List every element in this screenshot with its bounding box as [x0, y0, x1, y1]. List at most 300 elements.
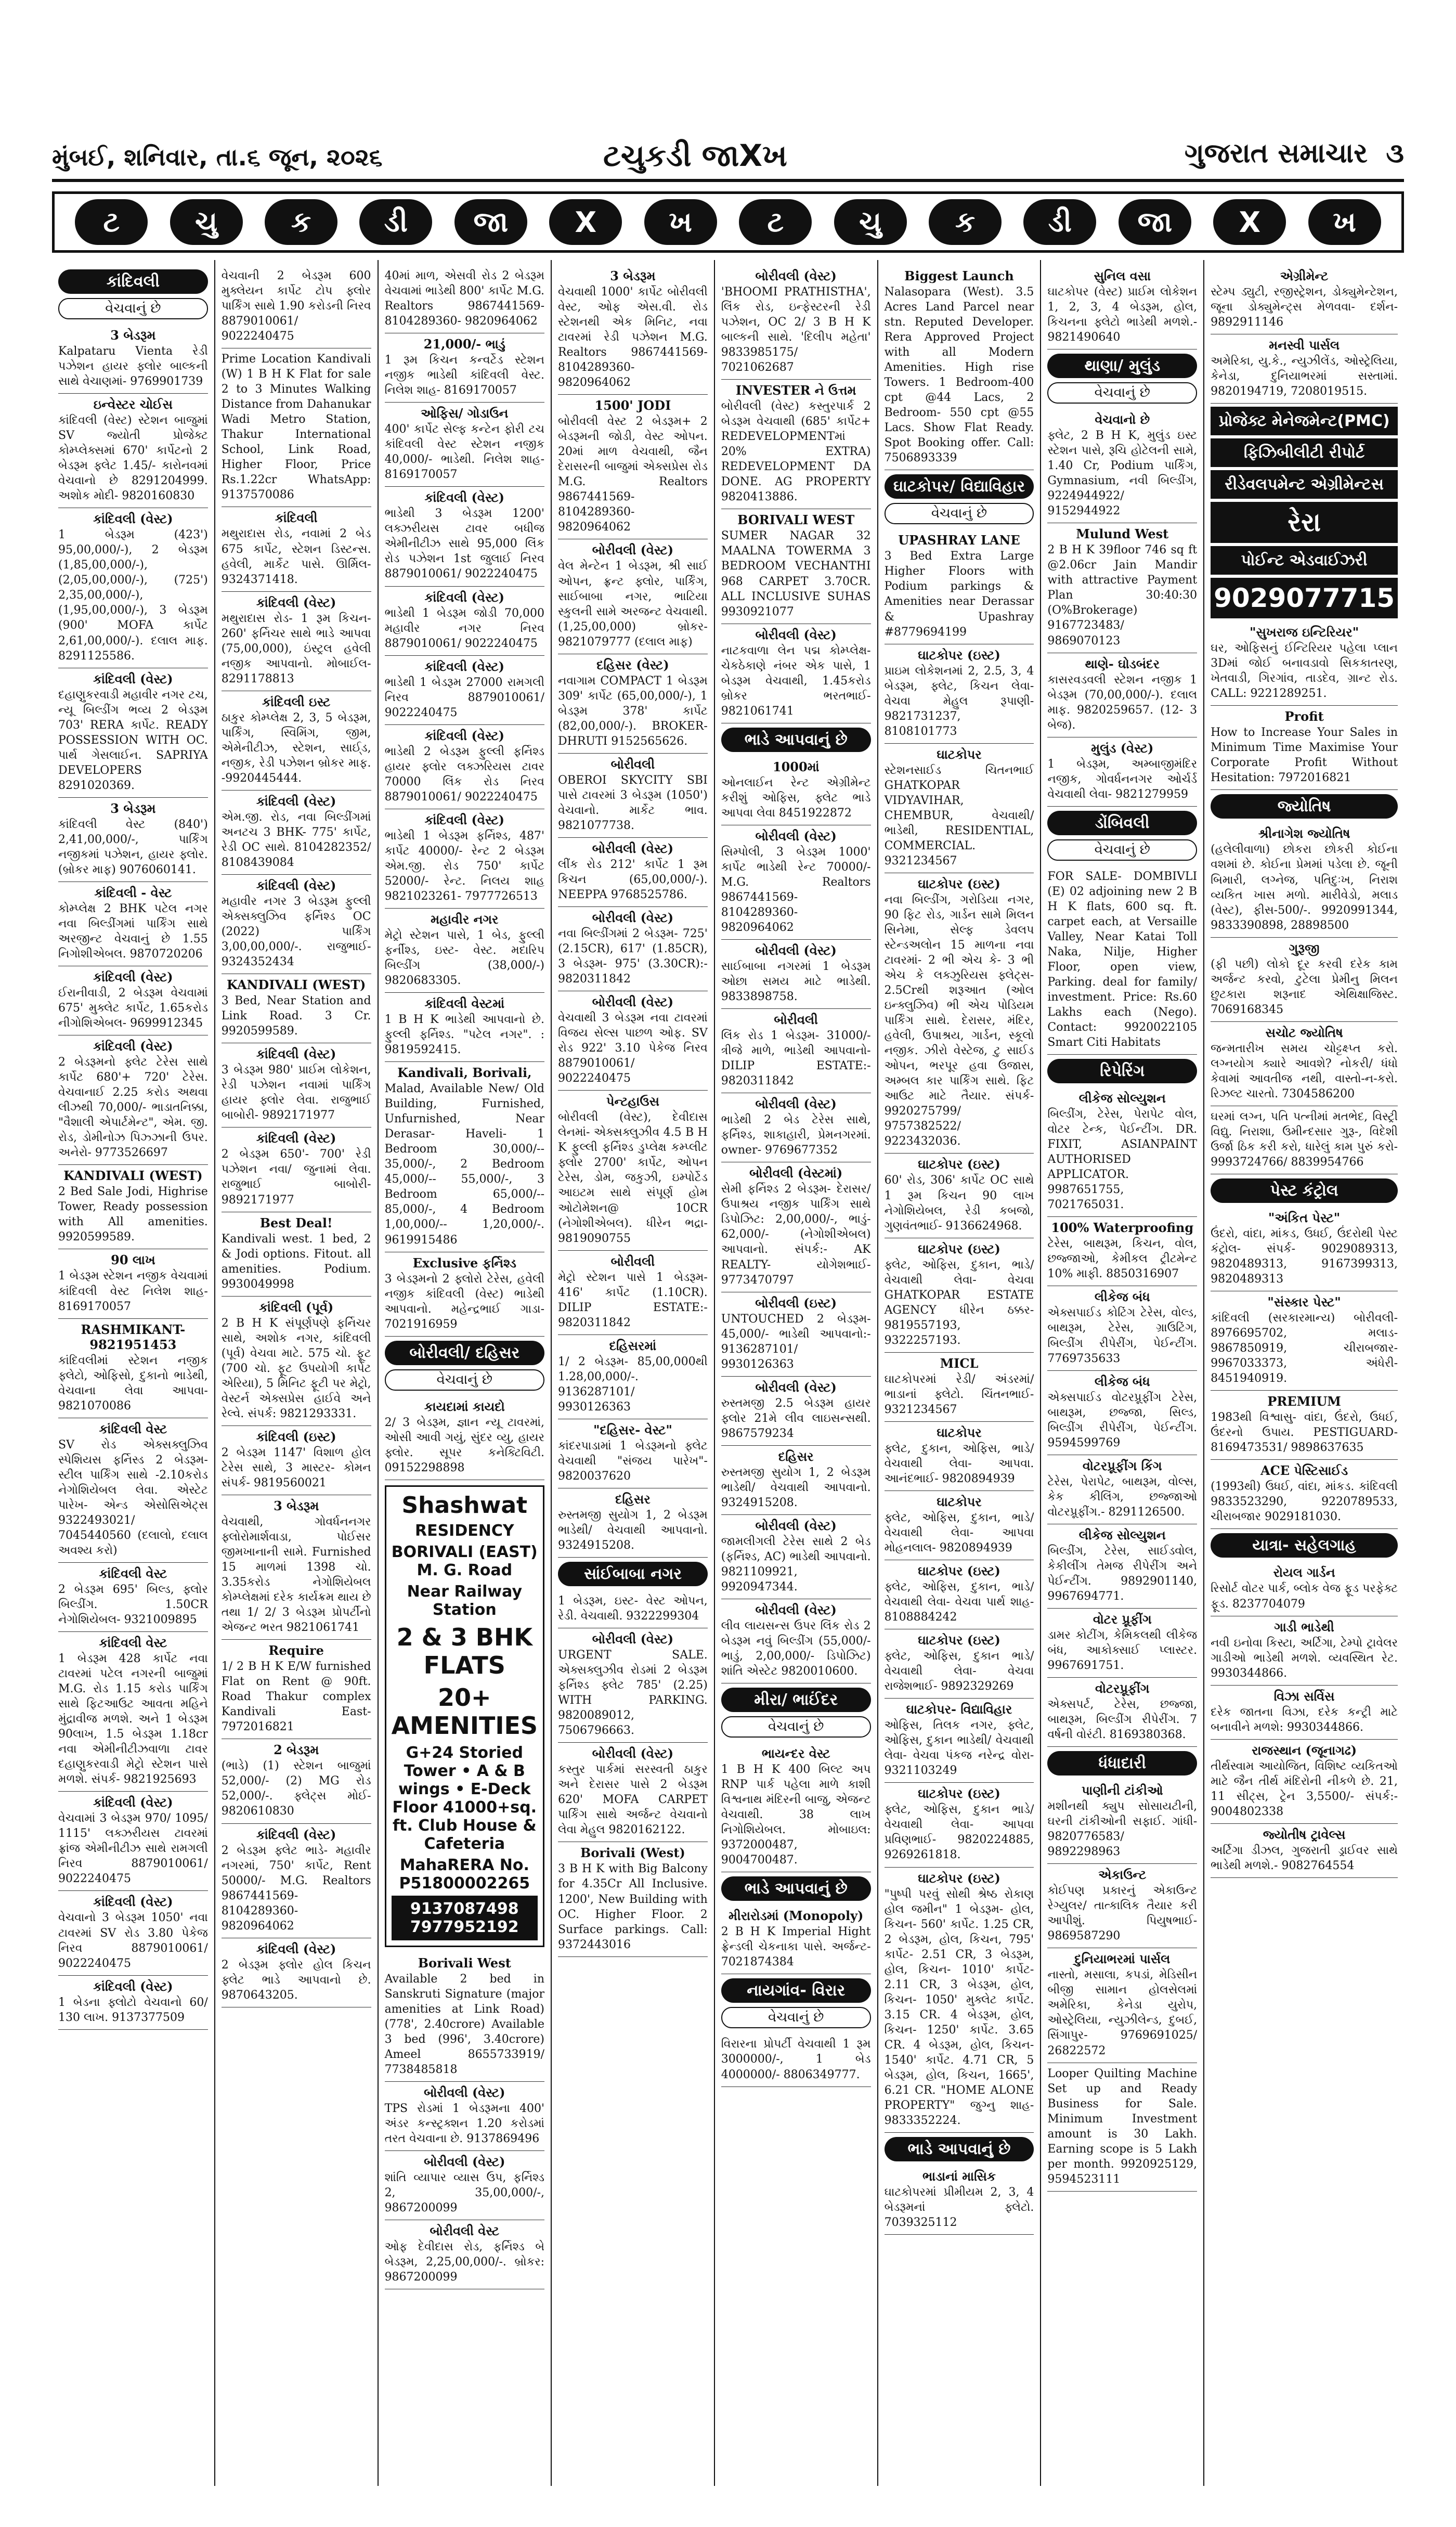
ad-body: 1 બેડરૂમ 428 કાર્પેટ નવા ટાવરમાં પટેલ નગરની બાજુમાં M.G. રોડ 1.15 કરોડ પાર્કિંગ સાથે ફિટઆઉટ આવતા મહિને મુંદ્રાવીજ મળશે. અને 1 બેડરૂમ 90લાખ, 1.5 બેડરૂમ 1.18cr નવા એમીનીટીઝવાળા ટાવર દહાણુકરવાડી મેટ્રો સ્ટેશન પાસે મળશે. સંપર્ક- 9821925693: [58, 1652, 208, 1786]
classified-ad: [1211, 1460, 1398, 1529]
ad-body: કસ્તુર પાર્કમાં સરસ્વતી ઠાકુર અને દેરાસર પાસે 2 બેડરૂમ 620' MOFA CARPET પાર્કિંગ સાથે અર્જન્ટ વેચવાનો લેવા મેહુલ 9820162122.: [558, 1763, 708, 1837]
column-2: [215, 260, 379, 2486]
classified-ad: [1211, 1740, 1398, 1824]
classified-ad: [58, 966, 208, 1035]
classified-ad: [1047, 1780, 1197, 1864]
column-6: [878, 260, 1042, 2486]
ad-heading: કાંદિવલી (વેસ્ટ): [256, 594, 336, 610]
classified-ad: [385, 487, 544, 586]
ad-heading: ઘાટકોપર (ઇસ્ટ): [918, 647, 1000, 663]
column-4: [552, 260, 715, 2486]
ad-body: UNTOUCHED 2 બેડરૂમ- 45,000/- ભાડેથી આપવાનો:- 9136287101/ 9930126363: [721, 1312, 871, 1371]
classified-ad: [385, 656, 544, 725]
ad-body: રુસ્તમજી 2.5 બેડરૂમ હાયર ફ્લોર 21મે લીવ લાઇસન્સથી. 9867579234: [721, 1396, 871, 1440]
ad-heading: કાંદિવલી (વેસ્ટ): [256, 1826, 336, 1842]
ad-heading: કાંદિવલી (ઇસ્ટ): [256, 1429, 336, 1444]
ad-heading: બોરીવલી (ઇસ્ટ): [755, 1295, 837, 1311]
classified-ad: [58, 1249, 208, 1318]
ad-heading: ઘાટકોપર (ઇસ્ટ): [918, 1870, 1000, 1886]
ad-body: તીર્થસ્વામ આયોજિત, વિશિષ્ટ વ્યકિતઓ માટે જૈન તીર્થ મંદિરોની નીકળે છે. 21, 11 સીટ્સ, ટ્રેન 3,5500/- સંપર્ક:- 9004802338: [1211, 1759, 1398, 1818]
ad-body: ફ્લેટ, ઓફિસ, દુકાન, ભાડે/ વેચવાથી લેવા- વેચવા GHATKOPAR ESTATE AGENCY ધીરેન ઠક્કર- 9819557193, 9322257193.: [884, 1258, 1034, 1347]
ad-heading: કાંદિવલી - વેસ્ટ: [94, 885, 172, 900]
classified-ad: [721, 265, 871, 380]
ad-heading: કાંદિવલી (વેસ્ટ): [256, 793, 336, 809]
ad-heading: બોરીવલી (વેસ્ટ): [424, 2085, 505, 2100]
ad-heading: મુલુંડ (વેસ્ટ): [1091, 740, 1154, 756]
ad-heading: ઘાટકોપર: [937, 746, 982, 762]
ad-body: 'BHOOMI PRATHISTHA', લિંક રોડ, ઇન્ફેસ્ટરની રેડી પઝેશન, OC 2/ 3 B H K બાલ્કની સાથે. 'દિલીપ મહેતા' 9833985175/ 7021062687: [721, 286, 871, 374]
ad-heading: કાંદિવલી (વેસ્ટ): [256, 1046, 336, 1062]
classified-ad: [222, 791, 371, 875]
ad-rera: MahaRERA No. P51800002265: [399, 1856, 530, 1893]
ad-body: ભાડેથી 1 બેડરૂમ જોડી 70,000 મહાવીર નગર નિરવ 8879010061/ 9022240475: [384, 606, 545, 650]
ad-amenities: 20+ AMENITIES: [391, 1683, 538, 1740]
ad-body: Kandivali west. 1 bed, 2 & Jodi options. Fitout. all amenities. Podium. 9930049998: [221, 1232, 371, 1291]
ad-body: 2 બેડરૂમનો ફ્લેટ ટેરેસ સાથે કાર્પેટ 680'+ 720' ટેરેસ. વેચવાનાઈ 2.25 કરોડ અથવા લીઝથી 70,000/- ભાડાતનિક્કા, "વૈશાલી એપાર્ટમેન્ટ", એમ. જી. રોડ, ડોમીનોઝ પિઝ્ઝાની ઉપર. અનેરો- 9773526697: [58, 1056, 208, 1160]
ad-body: સિમ્પોલી, 3 બેડરૂમ 1000' કાર્પેટ ભાડેથી રેન્ટ 70000/- M.G. Realtors 9867441569- 8104289360- 9820964062: [721, 845, 871, 934]
ad-heading: કાંદિવલી (વેસ્ટ): [424, 658, 505, 674]
ad-body: બિલ્ડીંગ, ટેરેસ, સાઈડવોલ, કેકીલીંગ તેમજ રીપેરીંગ અને પેઈન્ટીંગ. 9892901140, 9967694771.: [1047, 1544, 1198, 1603]
ad-heading: કાંદિવલી (પૂર્વ): [259, 1299, 334, 1315]
classified-ad: [721, 756, 871, 825]
classified-ad: [885, 1629, 1034, 1699]
ad-body: પ્રાઇમ લોકેશનમાં 2, 2.5, 3, 4 બેડરૂમ, ફ્લેટ, કિચન લેવા- વેચવા મેહુલ રૂપાણી- 9821731237, 8108101773: [884, 664, 1034, 738]
classified-ad: [885, 1238, 1034, 1353]
ad-heading: દહિસર: [778, 1448, 814, 1464]
ad-body: ફ્લેટ, ઓફિસ, દુકાન ભાડે/ વેચવાથી લેવા- વેચવા રાજેશભાઈ- 9892329269: [884, 1650, 1034, 1693]
subcategory-header: વેચવાનું છે: [1047, 839, 1197, 861]
banner-tile: જા: [1119, 199, 1191, 245]
ad-body: અર્ટિગા ડીઝલ, ગુજરાતી ડ્રાઈવર સાથે ભાડેથી મળશે.- 9082764554: [1211, 1844, 1398, 1872]
ad-heading: ઘાટકોપર (ઇસ્ટ): [918, 1563, 1000, 1579]
category-header: જ્યોતિષ: [1211, 794, 1398, 819]
classified-ad: [721, 509, 871, 624]
ad-body: બોરીવલી (વેસ્ટ) કસ્તુરપાર્ક 2 બેડરૂમ વેચવાથી (685' કાર્પેટ+ REDEVELOPMENTમાં 20% EXTRA) REDEVELOPMENT DA DONE. AG PROPERTY 9820413886.: [721, 400, 871, 504]
ad-heading: Borivali (West): [580, 1845, 685, 1861]
subcategory-header: વેચવાનું છે: [885, 503, 1034, 524]
ad-body: 3 બેડરૂમ 980' પ્રાઈમ લોકેશન, રેડી પઝેશન નવામાં પાર્કિંગ હાયર ફ્લોર લેવા. રાજુભાઈ બાબોરી- 9892171977: [221, 1064, 371, 1122]
ad-heading: બોરીવલી (વેસ્ટ): [755, 1096, 837, 1112]
ad-heading: 100% Waterproofing: [1051, 1220, 1194, 1236]
ad-body: 1 બેડરૂમ, અમ્બાજીમંદિર નજીક, ગોવર્ધનનગર ઓર્ચર્ડ વેચવાથી લેવા- 9821279959: [1047, 757, 1198, 801]
ad-heading: કાંદિવલી (વેસ્ટ): [93, 671, 173, 686]
ad-heading: પેન્ટહાઉસ: [606, 1094, 659, 1109]
ad-body: ઓનલાઈન રેન્ટ એગ્રીમેન્ટ કરીશું ઓફિસ, ફ્લેટ ભાડે આપવા લેવા 8451922872: [721, 776, 871, 820]
ad-heading: બોરીવલી (વેસ્ટ): [592, 542, 674, 558]
classified-ad: [222, 875, 371, 974]
ad-heading: Mulund West: [1076, 526, 1169, 542]
ad-body: વેચવાની 2 બેડરૂમ 600 મુક્લેયન કાર્પેટ ટોપ ફ્લોર પાર્કિંગ સાથે 1.90 કરોડની નિરવ 8879010061/ 9022240475: [221, 269, 371, 343]
classified-ad: [721, 1743, 871, 1872]
classified-ad: [222, 265, 371, 348]
classified-ad: [721, 1377, 871, 1446]
ad-heading: બોરીવલી (વેસ્ટ): [755, 1602, 837, 1617]
ad-body: બોરીવલી વેસ્ટ 2 બેડરૂમ+ 2 બેડરૂમની જોડી, વેસ્ટ ઓપન. 20માં માળ વેચવાથી, જૈન દેરાસરની બાજુમાં એક્સપ્રેસ રોડ M.G. Realtors 9867441569- 8104289360- 9820964062: [558, 415, 708, 534]
banner-tile: X: [549, 199, 622, 245]
ad-heading: Best Deal!: [259, 1215, 333, 1230]
ad-heading: બોરીવલી (વેસ્ટ): [592, 840, 674, 856]
ad-body: ઓફ દેવીદાસ રોડ, ફર્નિશ્ડ બે બેડરૂમ, 2,25,00,000/-. બ્રોકર: 9867200099: [384, 2240, 545, 2284]
category-header: રિપેરિંગ: [1047, 1059, 1197, 1083]
classified-ad: [558, 991, 708, 1091]
classified-ad: [721, 1905, 871, 1974]
ad-heading: ભાયન્દર વેસ્ટ: [761, 1746, 830, 1761]
classified-ad: [721, 2033, 871, 2087]
ad-heading: ઘાટકોપર (ઇસ્ટ): [918, 1241, 1000, 1256]
ad-features: G+24 Storied Tower • A & B wings • E-Deck Floor 41000+sq. ft. Club House & Cafeteria: [392, 1743, 537, 1853]
column-8: [1204, 260, 1404, 2486]
ad-body: મહાવીર નગર 3 બેડરૂમ ફુલ્લી એક્સક્લુઝિવ ફર્નિશ્ડ OC (2022) પાર્કિંગ 3,00,00,000/-. રાજુભાઈ- 9324352434: [221, 895, 371, 969]
ad-body: Nalasopara (West). 3.5 Acres Land Parcel near stn. Reputed Developer. Rera Approved Project with all Modern Amenities. High rise Towers. 1 Bedroom-400 cpt @44 Lacs, 2 Bedroom- 550 cpt @55 Lacs. Show Flat Ready. Spot Booking offer. Call: 7506893339: [884, 286, 1034, 465]
classified-ad: [58, 1319, 208, 1418]
ad-body: કાંદિવલી વેસ્ટ (840') 2,41,00,000/-, પાર્કિંગ નજીકમાં પઝેશન, હાયર ફ્લોર. (બ્રોકર માફ) 9076060141.: [58, 818, 208, 876]
ad-heading: દહિસરમાં: [609, 1338, 657, 1353]
classified-ad: [721, 1009, 871, 1093]
classified-ad: [1047, 1609, 1197, 1678]
ad-body: ઘરમાં લગ્ન, પતિ પત્નીમાં મતભેદ, વિસ્ટ્રી વિદ્યુ. નિરાશા, ઉમીન્દસાર ગુરૂ-, વિદેશી ઉર્જા ઠિક કરી કરો, ધારેલું કામ પુરું કરો- 9993724766/ 8839954766: [1211, 1110, 1398, 1169]
ad-heading: બોરીવલી (વેસ્ટ): [592, 1631, 674, 1647]
classified-ad: [1047, 2063, 1197, 2192]
ad-heading: ઘાટકોપર (ઇસ્ટ): [918, 1157, 1000, 1172]
ad-heading: કાંદિવલી (વેસ્ટ): [424, 728, 505, 743]
ad-heading: ઘાટકોપર (ઇસ્ટ): [918, 1786, 1000, 1802]
ad-body: 1 બેડરૂમ (423') 95,00,000/-), 2 બેડરૂમ (1,85,00,000/-), (2,05,00,000/-), (725') 2,35,00,000/-), (1,95,00,000/-), 3 બેડરૂમ (900' MOFA કાર્પેટ 2,61,00,000/-). દલાલ માફ. 8291125586.: [58, 528, 208, 663]
ad-heading: બોરીવલી (વેસ્ટ): [755, 627, 837, 642]
classified-ad: [1211, 1207, 1398, 1291]
ad-heading: ઘાટકોપર: [937, 1494, 982, 1509]
ad-heading: કાયદામાં કાયદો: [424, 1398, 505, 1414]
subcategory-header: વેચવાનું છે: [1047, 382, 1197, 404]
ad-body: 3 બેડરૂમનો 2 ફ્લોરો ટેરેસ, હવેલી નજીક કાંદિવલી (વેસ્ટ) ભાડેથી આપવાનો. મહેન્દ્રભાઈ ગાડા- 7021916959: [384, 1272, 545, 1331]
subcategory-header: વેચવાનું છે: [58, 298, 208, 319]
ad-heading: દહિસર (વેસ્ટ): [596, 657, 669, 672]
classified-ad: [222, 348, 371, 507]
ad-body: ફ્લેટ, ઓફિસ, દુકાન, ભાડે/ વેચવાથી લેવા- આપવા મોહનલાલ- 9820894939: [884, 1511, 1034, 1555]
ad-heading: કાંદિવલી વેસ્ટમાં: [424, 996, 505, 1012]
classified-ad: [558, 539, 708, 654]
category-header: ભાડે આપવાનું છે: [885, 2137, 1034, 2161]
classified-ad: [885, 744, 1034, 873]
classified-ad: [885, 1422, 1034, 1491]
classified-ad: [721, 1599, 871, 1683]
classified-ad: [385, 265, 544, 333]
classified-ad: [558, 754, 708, 838]
ad-location: BORIVALI (EAST) M. G. Road: [391, 1543, 538, 1579]
ad-body: અમેરિકા, યુ.કે., ન્યુઝીલેંડ, ઓસ્ટ્રેલિયા, કેનેડા, દુનિયાભરમાં સસ્તામાં. 9820194719, 7208019515.: [1211, 355, 1398, 398]
ad-body: ઘાટકોપર (વેસ્ટ) પ્રાઈમ લોકેશન 1, 2, 3, 4 બેડરૂમ, હોલ, કિચનના ફ્લેટો ભાડેથી મળશે.- 9821490640: [1047, 286, 1198, 344]
classified-ad: [58, 798, 208, 882]
ad-body: ઉંદરો, વાંદા, માંકડ, ઉધઈ, ઉંદરોથી પેસ્ટ કંટ્રોલ- સંપર્ક- 9029089313, 9820489313, 9167399313, 9820489313: [1211, 1227, 1398, 1286]
ad-brand: Shashwat: [401, 1492, 528, 1519]
ad-body: સાઈબાબા નગરમાં 1 બેડરૂમ ઓછા સમય માટે ભાડેથી. 9833898758.: [721, 960, 871, 1004]
ad-body: વિરારના પ્રોપર્ટી વેચવાથી 1 રૂમ 3000000/-, 1 બેડ 4000000/- 8806349777.: [721, 2038, 871, 2081]
category-header: થાણા/ મુલુંડ: [1047, 354, 1197, 378]
classified-ad: [721, 624, 871, 723]
ad-body: 2 બેડરૂમ 1147' વિશાળ હોલ ટેરેસ સાથે, 3 માસ્ટર- કોમન સંપર્ક- 9819560021: [221, 1446, 371, 1489]
ad-body: મથુરાદાસ રોડ, નવામાં 2 બેડ 675 કાર્પેટ, સ્ટેશન ડિસ્ટન્સ. હવેલી, માર્કેટ પાસે. ઊર્મિલ- 9324371418.: [221, 527, 371, 586]
ad-body: FOR SALE- DOMBIVLI (E) 02 adjoining new 2 B H K flats, 600 sq. ft. carpet each, at Versaille Valley, Near Katai Toll Naka, Nilje, Higher Floor, open view, Parking. deal for family/ investment. Price: Rs.60 Lakhs each (Nego). Contact: 9920022105 Smart Citi Habitats: [1047, 870, 1198, 1049]
classified-ad: [721, 1446, 871, 1515]
ad-body: 2/ 3 બેડરૂમ, જ્ઞાન ન્યૂ ટાવરમાં, ઓસી આવી ગયું, સુંદર વ્યુ, હાયર ફ્લોર. સૂપર કનેક્ટિવિટી. 09152298898: [384, 1416, 545, 1474]
classified-ad: [58, 1632, 208, 1792]
classified-ad: [1047, 265, 1197, 349]
classified-ad: [558, 1335, 708, 1419]
classified-ad: [58, 1418, 208, 1563]
banner-tile: ટ: [75, 199, 148, 245]
classified-ad: [1047, 1864, 1197, 1948]
ad-heading: Profit: [1284, 709, 1324, 724]
ad-body: કાંદરપાડામાં 1 બેડરૂમનો ફ્લેટ વેચવાથી "સંજય પારેખ"- 9820037620: [558, 1439, 708, 1483]
ad-body: જન્મતારીખ સમય ચોટ્ટક્ષ્પ્ત કરો. લગ્નયોગ ક્યારે આવશે? નોકરી/ ધંધો કેવામાં આવતીજ નથી, વાસ્તો-ન-કરો. રિઝલ્ટ ચારતો. 7304586200: [1211, 1042, 1398, 1100]
classifieds-grid: [52, 260, 1404, 2486]
ad-body: એક્સપાઈડ વોટરપ્રૂફીંગ ટેરેસ, બાથરૂમ, છજ્જા, સિલ્ડ, બિલ્ડીંગ રીપેરીંગ, પેઈન્ટીંગ. 9594599769: [1047, 1391, 1198, 1449]
banner-tile: ક: [265, 199, 337, 245]
ad-heading: "સુખરાજ ઇન્ટિરિયર": [1249, 625, 1359, 640]
ad-body: ઠાકુર કોમ્પ્લેક્ષ 2, 3, 5 બેડરૂમ, પાર્કિંગ, સ્વિમિંગ, જીમ, એમેનીટીઝ, સ્ટેશન, સાઈ્ડ, નજીક, રેડી પઝેશન બ્રોકર માફ. -9920445444.: [221, 711, 371, 785]
classified-ad: [1211, 621, 1398, 706]
ad-heading: 3 બેડરૂમ: [274, 1498, 319, 1513]
ad-heading: કાંદિવલી વેસ્ટ: [99, 1565, 167, 1581]
ad-heading: વોટર પ્રૂફીંગ: [1093, 1611, 1152, 1627]
classified-ad: [885, 1491, 1034, 1560]
classified-ad: [558, 1488, 708, 1558]
ad-heading: એગ્રીમેન્ટ: [1280, 268, 1329, 283]
classified-ad: [885, 1699, 1034, 1783]
ad-body: શાંતિ વ્યાપાર વ્યાસ ઉપ, ફર્નિશ્ડ 2, 35,00,000/-, 9867200099: [384, 2171, 545, 2215]
classified-ad: [1211, 1686, 1398, 1740]
classified-ad: [1211, 938, 1398, 1022]
ad-heading: બોરીવલી (વેસ્ટ): [755, 943, 837, 958]
ad-heading: 90 લાખ: [111, 1252, 155, 1268]
classified-ad: [58, 882, 208, 966]
issue-date: મુંબઈ, શનિવાર, તા.૬ જૂન, ૨૦૨૬: [52, 143, 383, 171]
ad-body: નવી ઇનોવા કિસ્ટા, અર્ટિગા, ટેમ્પો ટ્રાવેલર ગાડીઓ ભાડેથી મળશે. વ્યવસ્થિત રેટ. 9930344866.: [1211, 1636, 1398, 1680]
classified-ad: [385, 403, 544, 487]
column-1: [52, 260, 215, 2486]
ad-body: How to Increase Your Sales in Minimum Time Maximise Your Corporate Profit Without Hesitation: 7972016821: [1211, 726, 1398, 785]
ad-heading: વોટરપ્રૂફીંગ કિંગ: [1082, 1458, 1162, 1473]
ad-heading: દુનિયાભરમાં પાર્સલ: [1074, 1951, 1171, 1967]
ad-heading: બોરીવલી: [610, 1253, 655, 1269]
ad-body: નાટકવાળા લેન પદ્મ કોમ્પ્લેક્ષ- ચેકઠેકાણે નંબર એક પાસે, 1 બેડરૂમ વેચવાથી, 1.45કરોડ બ્રોકર ભરતભાઈ- 9821061741: [721, 644, 871, 718]
category-header: મીરા/ ભાઈંદર: [721, 1688, 871, 1712]
category-header: ડોંબિવલી: [1047, 811, 1197, 835]
classified-ad: [1047, 1217, 1197, 1286]
subcategory-header: વેચવાનું છે: [721, 2007, 871, 2028]
classified-ad: [222, 507, 371, 591]
classified-ad: [385, 1952, 544, 2082]
ad-body: મથુરાદાસ રોડ- 1 રૂમ કિચન- 260' ફર્નિચર સાથે ભાડે આપવા (75,00,000), ઇંસ્ટ્રલ હવેલી નજીક આપવાનો. મોબાઈલ- 8291178813: [221, 612, 371, 685]
ad-body: 1 B H K 400 બિલ્ટ અપ RNP પાર્ક પહેલા માળે કાશી વિશ્વનાથ મંદિરની બાજુ, એજન્ટ વેચવાથી. 38 લાખ નિગોશિયેબલ. મોબાઇલ: 9372000487, 9004700487.: [721, 1763, 871, 1867]
ad-heading: લીકેજ સોલ્યુશન: [1078, 1091, 1166, 1106]
ad-body: Available 2 bed in Sanskruti Signature (major amenities at Link Road) (778', 2.40crore) Available 3 bed (996', 3.40crore) Ameel 8655733919/ 7738485818: [384, 1972, 545, 2076]
ad-body: ટેરેસ, બાથરૂમ, કિચન, વોલ, છજ્જાઓ, કેમીકલ ટ્રીટમેન્ટ 10% માફી. 8850316907: [1047, 1237, 1198, 1281]
banner-tile: ટ: [739, 199, 812, 245]
classified-ad: [1047, 1286, 1197, 1370]
ad-heading: સચોટ જ્યોતિષ: [1265, 1025, 1343, 1040]
ad-body: રુસ્તમજી સુયોગ 1, 2 બેડરૂમ ભાડેથી/ વેચવાથી આપવાનો. 9324915208.: [721, 1466, 871, 1509]
ad-body: 3 B H K with Big Balcony for 4.35Cr All Inclusive. 1200', New Building with OC. Higher Floor. 2 Surface parkings. Call: 9372443016: [558, 1862, 708, 1951]
classified-ad: [58, 325, 208, 394]
advisory-promo: પોઈન્ટ એડવાઈઝરી: [1211, 546, 1398, 575]
classified-ad: [1211, 1562, 1398, 1616]
classified-ad: [58, 508, 208, 668]
ad-body: એક્સપાઈડ કોટિંગ ટેરેસ, વોલ્ડ, બાથરૂમ, ટેરેસ, ગ્રાઉટિંગ, બિલ્ડીંગ રીપેરીંગ, પેઈન્ટીંગ. 7769735633: [1047, 1306, 1198, 1365]
ad-heading: વેચવાનો છે: [1095, 412, 1150, 427]
classified-ad: [385, 909, 544, 993]
classified-ad: [58, 1035, 208, 1165]
ad-body: ઘાટકોપરમાં પ્રીમીયમ 2, 3, 4 બેડરૂમનાં ફ્લેટો. 7039325112: [884, 2186, 1034, 2230]
classified-ad: [1047, 653, 1197, 737]
classified-ad: [58, 1563, 208, 1632]
classified-ad: [558, 907, 708, 991]
classified-ad: [885, 873, 1034, 1154]
ad-heading: બોરીવલી (વેસ્ટ): [424, 2154, 505, 2170]
ad-heading: દહિસર: [615, 1491, 651, 1507]
classified-ad: [385, 809, 544, 909]
rera-promo: રેરા: [1211, 502, 1398, 543]
ad-heading: બોરીવલી વેસ્ટ: [430, 2223, 500, 2239]
category-header: ભાડે આપવાનું છે: [721, 728, 871, 752]
ad-heading: રોયલ ગાર્ડન: [1273, 1565, 1335, 1580]
classified-ad: [222, 1043, 371, 1128]
ad-heading: કાંદિવલી (વેસ્ટ): [93, 511, 173, 527]
subcategory-header: વેચવાનું છે: [721, 1716, 871, 1738]
ad-body: ઘાટકોપરમાં રેડી/ અંડરમાં/ ભાડાનાં ફ્લેટો. ચિંતનભાઈ- 9321234567: [884, 1372, 1034, 1416]
ad-heading: ઘાટકોપર (ઇસ્ટ): [918, 876, 1000, 891]
classified-ad: [385, 1252, 544, 1337]
ad-body: ભાડેથી 1 બેડરૂમ ફર્નિશ્ડ, 487' કાર્પેટ 40000/- રેન્ટ 2 બેડરૂમ એમ.જી. રોડ 750' કાર્પેટ 52000/- રેન્ટ. નિલય શાહ 9821023261- 7977726513: [384, 829, 545, 903]
classified-ad: [558, 1091, 708, 1250]
classified-ad: [721, 1093, 871, 1162]
classified-ad: [885, 1154, 1034, 1238]
ad-body: ભાડેથી 2 બેડરૂમ ફુલ્લી ફર્નિશ્ડ હાયર ફ્લોર લક્ઝરિયસ ટાવર 70000 લિંક રોડ નિરવ 8879010061/ 9022240475: [384, 745, 545, 804]
ad-heading: પાણીની ટાંકીઓ: [1081, 1783, 1163, 1798]
ad-body: 1 બેડના ફ્લોટો વેચવાનો 60/ 130 લાખ. 9137377509: [58, 1995, 208, 2024]
redevelopment-promo: રીડેવલપમેન્ટ એગ્રીમેન્ટસ: [1211, 470, 1398, 499]
ad-body: વેચવાનો 3 બેડરૂમ 1050' નવા ટાવરમાં SV રોડ 3.80 પેકેજ નિરવ 8879010061/ 9022240475: [58, 1911, 208, 1970]
ad-body: 2 બેડરૂમ 650'- 700' રેડી પઝેશન નવા/ જુનામાં લેવા. રાજુભાઈ બાબોરી- 9892171977: [221, 1148, 371, 1207]
category-header: ભાડે આપવાનું છે: [721, 1876, 871, 1901]
classified-ad: [885, 265, 1034, 470]
ad-heading: કાંદિવલી (વેસ્ટ): [424, 812, 505, 827]
subcategory-header: વેચવાનું છે: [385, 1369, 544, 1391]
classified-ad: [385, 1062, 544, 1252]
category-header: પેસ્ટ કંટ્રોલ: [1211, 1178, 1398, 1203]
classified-ad: [222, 1297, 371, 1426]
ad-heading: Require: [268, 1643, 324, 1658]
ad-heading: એકાઉન્ટ: [1098, 1867, 1147, 1883]
ad-body: 2 બેડરૂમ 695' બિલ્ડ, ફ્લોર બિલ્ડીંગ. 1.50CR નેગોશિયેબલ- 9321009895: [58, 1583, 208, 1626]
classified-ad: [385, 333, 544, 403]
ad-body: ફ્લેટ, દુકાન, ઓફિસ, ભાડે/ વેચવાથી લેવા- આપવા. આનંદભાઈ- 9820894939: [884, 1442, 1034, 1485]
classified-ad: [222, 691, 371, 791]
classified-ad: [885, 529, 1034, 644]
ad-body: બોરીવલી (વેસ્ટ), દેવીદાસ લેનમાં- એક્સક્લુઝીવ 4.5 B H K ફુલ્લી ફર્નિશ્ડ ડુપ્લેક્ષ કમ્પ્લીટ ફ્લોર 2700' કાર્પેટ, ઓપન ટેરેસ, ડોમ, જકુઝી, ઇમ્પોર્ટેડ આઇટમ સાથે સંપૂર્ણ હોમ ઓટોમેશન@ 10CR (નેગોશીએબલ). ધીરેન ભદ્રા- 9819090755: [558, 1111, 708, 1245]
ad-heading: બોરીવલી (વેસ્ટ): [592, 994, 674, 1010]
ad-body: (ફી પછી) લોકો દૂર કરવી દરેક કામ અર્જન્ટ કરવો, ટુટેલા પ્રેમીનુ મિલન છુટકારા શરૂનાદ એથિક્ષાજિસ્ટ. 7069168345: [1211, 957, 1398, 1016]
ad-body: 40માં માળ, એસવી રોડ 2 બેડરૂમ વેચવામાં ભાડેથી 800' કાર્પેટ M.G. Realtors 9867441569- 8104289360- 9820964062: [384, 269, 545, 328]
ad-body: જામલીગલી ટેરેસ સાથે 2 બેડ (ફર્નિશ્ડ, AC) ભાડેથી આપવાનો. 9821109921, 9920947344.: [721, 1535, 871, 1593]
classified-ad: [721, 940, 871, 1009]
ad-body: 3 Bed, Near Station and Link Road. 3 Cr. 9920599589.: [221, 994, 371, 1038]
ad-heading: મનસ્વી પાર્સલ: [1269, 338, 1340, 353]
classified-ad: [1047, 1371, 1197, 1455]
ad-heading: કાંદિવલી: [275, 510, 318, 526]
category-header: ધંધાદારી: [1047, 1751, 1197, 1776]
classified-ad: [721, 1292, 871, 1377]
classified-ad: [558, 265, 708, 395]
shashwat-display-ad: [385, 1485, 544, 1947]
ad-body: URGENT SALE. એક્સક્લુઝીવ રોડમાં 2 બેડરૂમ ફર્નિશ્ડ ફ્લેટ 785' (2.25) WITH PARKING. 9820089012, 7506796663.: [558, 1649, 708, 1738]
ad-heading: બોરીવલી (વેસ્ટ): [755, 268, 837, 283]
ad-body: 1983થી વિશ્વાસુ- વાંદા, ઉંદરો, ઉધઈ, ઉંદરનો ઉપાય. PESTIGUARD- 8169473531/ 9898637635: [1211, 1411, 1398, 1455]
ad-body: ફ્લેટ, 2 B H K, મુલુંડ ઇસ્ટ સ્ટેશન પાસે, રૂચિ હોટેલની સામે, 1.40 Cr, Podium પાર્કિંગ, Gymnasium, નવી બિલ્ડીંગ, 9224944922/ 9152944922: [1047, 429, 1198, 518]
ad-body: ભાડેથી 2 બેડ ટેરેસ સાથે, ફર્નિશ્ડ, શાકાહારી, પ્રેમનગરમાં. owner- 9769677352: [721, 1113, 871, 1157]
banner-tile: ખ: [644, 199, 717, 245]
classified-ad: [721, 380, 871, 509]
ad-body: 60' રોડ, 306' કાર્પેટ OC સાથે 1 રૂમ કિચન 90 લાખ નેગોશિયેબલ, રેડી કબજો, ગુણવંતભાઈ- 9136624968.: [884, 1174, 1034, 1233]
ad-body: 2 બેડરૂમ ફ્લેટ ભાડે- મહાવીર નગરમાં, 750' કાર્પેટ, Rent 50000/- M.G. Realtors 9867441569- 8104289360- 9820964062: [221, 1844, 371, 1933]
ad-body: નવાગામ COMPACT 1 બેડરૂમ 309' કાર્પેટ (65,00,000/-), 1 બેડરૂમ 378' કાર્પેટ (82,00,000/-). BROKER- DHRUTI 9152565626.: [558, 674, 708, 748]
ad-body: OBEROI SKYCITY SBI પાસે ટાવરમાં 3 બેડરૂમ (1050') વેચવાનો. માર્કેટ ભાવ. 9821077738.: [558, 773, 708, 832]
ad-heading: લીકેજ બંધ: [1094, 1373, 1150, 1389]
classified-ad: [58, 668, 208, 798]
ad-heading: 1000માં: [772, 759, 820, 774]
classified-ad: [1211, 1022, 1398, 1106]
ad-body: કાંદિવલી (સરકારમાન્ય) બોરીવલી- 8976695702, મલાડ- 9867850919, ચીરાબજાર- 9967033373, અંધેરી- 8451940919.: [1211, 1312, 1398, 1385]
ad-body: સ્ટેશનસાઈડ ચિતનભાઈ GHATKOPAR VIDYAVIHAR, CHEMBUR, વેચવાથી/ ભાડેથી, RESIDENTIAL, COMMERCIAL. 9321234567: [884, 763, 1034, 867]
ad-heading: ભાડાનાં માસિક: [922, 2169, 996, 2184]
page-number: ૩: [1386, 138, 1404, 169]
classified-ad: [385, 993, 544, 1062]
ad-body: વેચવાથી 3 બેડરૂમ નવા ટાવરમાં વિજય સેલ્સ પાછળ ઓફ. SV રોડ 922' 3.10 પેકેજ નિરવ 8879010061/ 9022240475: [558, 1012, 708, 1085]
ad-body: ભાડેથી 1 બેડરૂમ 27000 રામગલી નિરવ 8879010061/ 9022240475: [384, 676, 545, 719]
column-5: [715, 260, 878, 2486]
classified-ad: [58, 1976, 208, 2030]
feasibility-promo: ફિઝિબીલીટી રીપોર્ટ: [1211, 438, 1398, 467]
classified-ad: [1047, 866, 1197, 1055]
classified-ad: [558, 1251, 708, 1335]
ad-heading: KANDIVALI (WEST): [63, 1168, 203, 1184]
classified-ad: [1211, 334, 1398, 404]
ad-body: કોમ્પ્લેક્ષ 2 BHK પટેલ નગર નવા બિલ્ડીંગમાં પાર્કિંગ સાથે અરજીન્ટ વેચવાનું છે 1.55 નિગોશીએબલ. 9870720206: [58, 902, 208, 961]
classified-ad: [1211, 823, 1398, 937]
ad-body: બિલ્ડીંગ, ટેરેસ, પેરાપેટ વોલ, વોટર ટેન્ક, પેઈન્ટીંગ. DR. FIXIT, ASIANPAINT AUTHORISED APPLICATOR. 9987651755, 7021765031.: [1047, 1108, 1198, 1212]
ad-heading: "દહિસર- વેસ્ટ": [593, 1422, 672, 1437]
ad-body: ઘર, ઓફિસનું ઈન્ટિરિયર પહેલા પ્લાન 3Dમાં જોઈ બનાવડાવો સિકકાતરણ, ખેતવાડી, ગિરગાંવ, તાડદેવ, ગ્રાન્ટ રોડ. CALL: 9221289251.: [1211, 642, 1398, 701]
category-header: નાયગાંવ- વિરાર: [721, 1978, 871, 2003]
ad-heading: થાણે- ઘોડબંદર: [1085, 656, 1160, 671]
classified-ad: [385, 725, 544, 809]
banner-tile: ક: [929, 199, 1002, 245]
column-3: [379, 260, 552, 2486]
classified-ad: [1211, 706, 1398, 790]
ad-heading: મીરારોડમાં (Monopoly): [728, 1908, 864, 1924]
ad-body: કાંદિવલી (વેસ્ટ) સ્ટેશન બાજુમાં SV જ્યોતી પ્રોજેક્ટ કોમ્પ્લેક્સમાં 670' કાર્પેટનો 2 બેડરૂમ ફ્લેટ 1.45/- કારોનવમાં વેચવાનો છે 8291204999. અશોક મોદી- 9820160830: [58, 414, 208, 503]
ad-heading: ઘાટકોપર- વિદ્યાવિહાર: [906, 1702, 1012, 1717]
classified-ad: [58, 1792, 208, 1891]
ad-heading: 2 બેડરૂમ: [274, 1742, 319, 1758]
ad-body: SV રોડ એક્સક્લુઝિવ સ્પેશિયસ ફર્નિસ્ડ 2 બેડરૂમ- સ્ટીલ પાર્કિંગ સાથે -2.10કરોડ નેગોશિયેબલ લેવા. એસ્ટેટ પારેખ- એન્ડ એસોસિએટ્સ 9322493021/ 7045440560 (દલાલો, દલાલ અવશ્ય કરો): [58, 1438, 208, 1557]
classified-ad: [222, 1426, 371, 1495]
ad-heading: KANDIVALI (WEST): [226, 977, 366, 993]
classified-ad: [222, 974, 371, 1043]
classified-ad: [1211, 265, 1398, 334]
category-header: યાત્રા- સહેલગાહ: [1211, 1533, 1398, 1558]
classified-ad: [1047, 1948, 1197, 2063]
classified-ad: [385, 2220, 544, 2289]
